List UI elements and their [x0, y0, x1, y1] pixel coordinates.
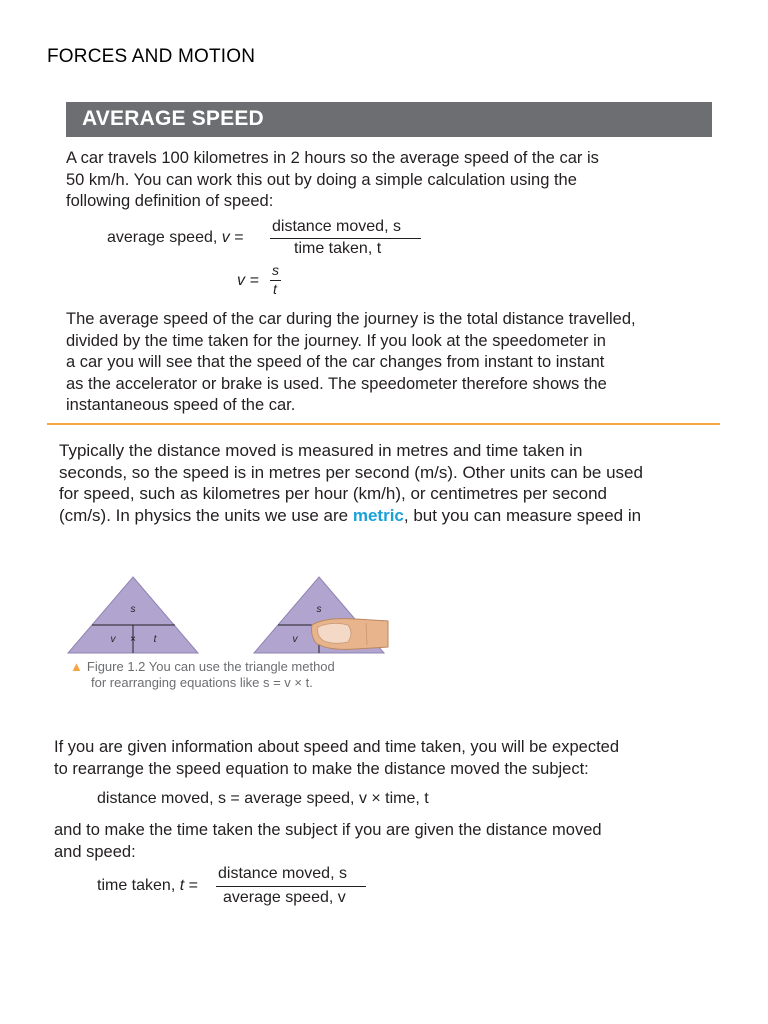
text-line: a car you will see that the speed of the car changes from instant to instant: [66, 353, 605, 371]
caption-text: Figure 1.2 You can use the triangle method: [86, 659, 335, 674]
caption-line: for rearranging equations like s = v × t.: [91, 675, 313, 690]
equation-label: time taken,: [97, 877, 180, 894]
formula-triangle-covered: [254, 577, 388, 653]
triangle-label-times: ×: [130, 634, 136, 645]
caption-marker-icon: ▲: [70, 659, 83, 674]
text-segment: , but you can measure speed in: [403, 505, 642, 525]
page-title: FORCES AND MOTION: [47, 46, 256, 67]
equation-variable: t: [179, 877, 185, 894]
fraction-bar: [216, 886, 366, 887]
fraction-denominator: t: [273, 281, 277, 297]
section-divider: [47, 423, 720, 425]
triangle-label-v: v: [110, 634, 116, 645]
text-line: and to make the time taken the subject if you are given the distance moved: [54, 821, 602, 839]
fraction-numerator: s: [272, 262, 279, 278]
triangle-method-figure: [66, 575, 396, 657]
text-line: to rearrange the speed equation to make the distance moved the subject:: [54, 759, 589, 778]
text-line: and speed:: [54, 842, 136, 861]
metric-keyword: metric: [352, 505, 404, 525]
time-paragraph: [54, 820, 602, 863]
text-line: seconds, so the speed is in metres per second (m/s). Other units can be used: [59, 462, 643, 482]
text-line: Typically the distance moved is measured in metres and time taken in: [59, 441, 583, 460]
triangle-label-s: s: [130, 604, 136, 615]
text-line: as the accelerator or brake is used. The speedometer therefore shows the: [66, 374, 607, 393]
section-heading-bar: [66, 102, 712, 137]
fraction-numerator: distance moved, s: [272, 218, 401, 235]
formula-triangle-full: [68, 577, 198, 653]
intro-paragraph: [66, 148, 599, 213]
text-line: for speed, such as kilometres per hour (km/h), or centimetres per second: [59, 484, 608, 504]
text-line: A car travels 100 kilometres in 2 hours so the average speed of the car is: [66, 149, 599, 167]
figure-caption: [70, 659, 335, 691]
fraction-denominator: average speed, v: [223, 889, 346, 906]
equals-sign: =: [229, 229, 244, 246]
text-line: divided by the time taken for the journey. If you look at the speedometer in: [66, 331, 606, 350]
section-heading: AVERAGE SPEED: [82, 107, 264, 130]
text-line: The average speed of the car during the journey is the total distance travelled,: [66, 310, 636, 328]
caption-line: [70, 659, 335, 675]
fraction-denominator: time taken, t: [294, 240, 382, 257]
triangle-label-v: v: [292, 634, 298, 645]
equals-sign: =: [184, 877, 198, 894]
equation-label: average speed,: [107, 229, 222, 246]
fraction-numerator: distance moved, s: [218, 865, 347, 882]
formula-lhs: v =: [237, 272, 259, 289]
rearrange-paragraph: [54, 737, 619, 780]
speedometer-paragraph: [66, 309, 636, 417]
triangle-label-t: t: [153, 634, 157, 645]
time-equation: [97, 865, 387, 911]
text-line: 50 km/h. You can work this out by doing a simple calculation using the: [66, 170, 577, 189]
equation-variable: v: [221, 229, 230, 246]
distance-equation: distance moved, s = average speed, v × time, t: [97, 790, 429, 807]
average-speed-equation: [107, 218, 437, 262]
triangle-label-s: s: [316, 604, 322, 615]
text-line: If you are given information about speed and time taken, you will be expected: [54, 738, 620, 756]
text-segment: (cm/s). In physics the units we use are: [59, 505, 353, 525]
finger-illustration: [312, 619, 389, 650]
text-line: instantaneous speed of the car.: [66, 396, 296, 414]
text-line: following definition of speed:: [66, 192, 274, 210]
fraction-bar: [270, 238, 421, 239]
units-paragraph: [59, 440, 643, 526]
speed-formula: [237, 262, 297, 300]
text-line: [59, 505, 643, 527]
